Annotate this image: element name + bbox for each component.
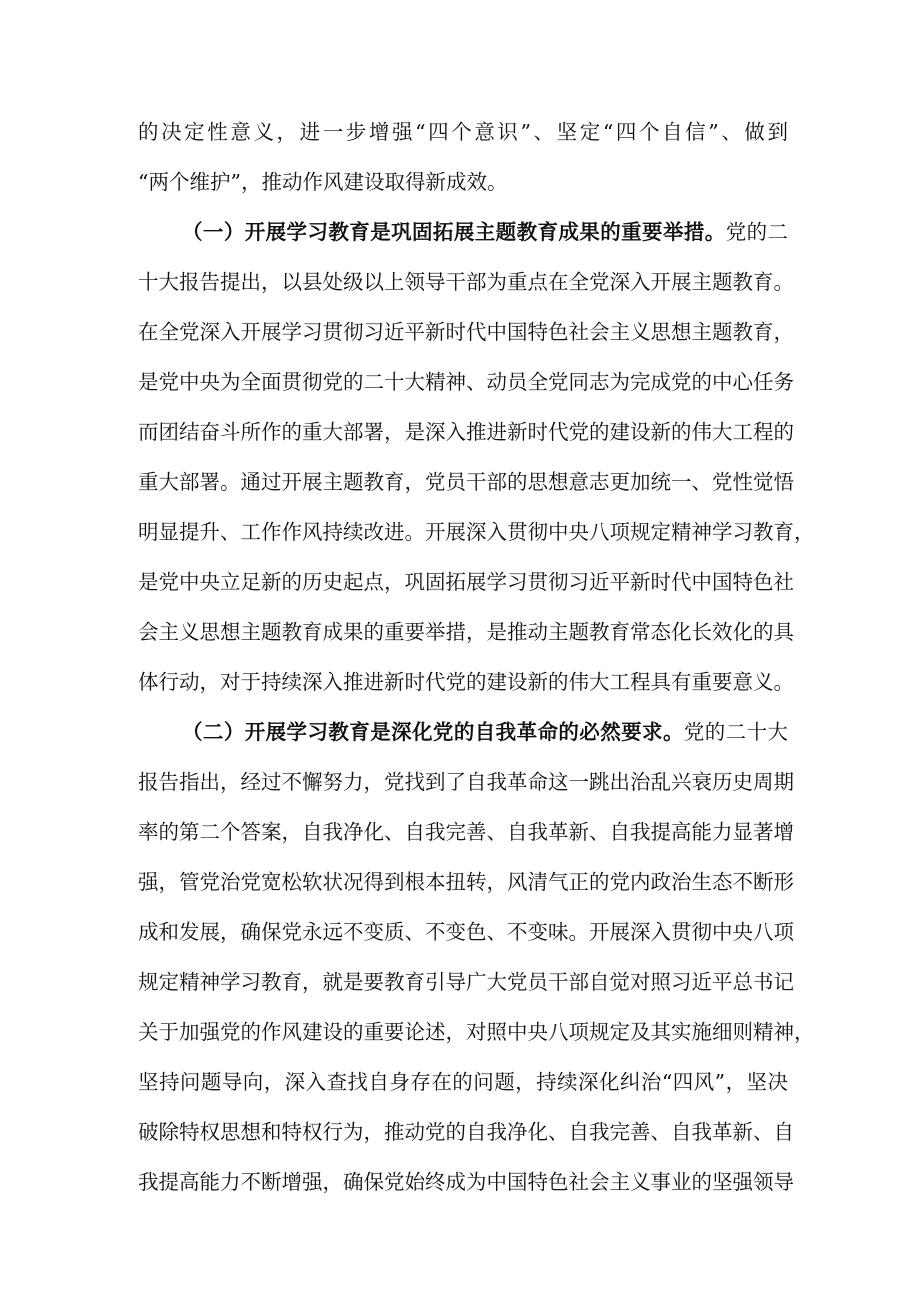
text-run: 党的二十大 — [683, 720, 789, 744]
text-line: 的决定性意义，进一步增强“四个意识”、坚定“四个自信”、做到 — [138, 120, 788, 144]
text-line: 我提高能力不断增强，确保党始终成为中国特色社会主义事业的坚强领导 — [138, 1170, 794, 1194]
text-line: 在全党深入开展学习贯彻习近平新时代中国特色社会主义思想主题教育， — [138, 320, 794, 344]
section-heading-line — [182, 212, 788, 252]
text-line: 是党中央为全面贯彻党的二十大精神、动员全党同志为完成党的中心任务 — [138, 370, 794, 394]
text-line: “两个维护”，推动作风建设取得新成效。 — [138, 170, 508, 194]
section-heading: （二）开展学习教育是深化党的自我革命的必然要求。 — [182, 720, 684, 744]
text-line: 破除特权思想和特权行为，推动党的自我净化、自我完善、自我革新、自 — [138, 1120, 794, 1144]
text-line: 明显提升、工作作风持续改进。开展深入贯彻中央八项规定精神学习教育， — [138, 520, 815, 544]
text-line: 坚持问题导向，深入查找自身存在的问题，持续深化纠治“四风”，坚决 — [138, 1070, 788, 1094]
text-run: 党的二 — [725, 220, 789, 244]
section-heading: （一）开展学习教育是巩固拓展主题教育成果的重要举措。 — [182, 220, 726, 244]
text-line: 成和发展，确保党永远不变质、不变色、不变味。开展深入贯彻中央八项 — [138, 920, 794, 944]
text-line: 而团结奋斗所作的重大部署，是深入推进新时代党的建设新的伟大工程的 — [138, 420, 794, 444]
text-line: 强，管党治党宽松软状况得到根本扭转，风清气正的党内政治生态不断形 — [138, 870, 794, 894]
text-line: 规定精神学习教育，就是要教育引导广大党员干部自觉对照习近平总书记 — [138, 970, 794, 994]
text-line: 十大报告提出，以县处级以上领导干部为重点在全党深入开展主题教育。 — [138, 270, 794, 294]
text-line: 率的第二个答案，自我净化、自我完善、自我革新、自我提高能力显著增 — [138, 820, 794, 844]
text-line: 重大部署。通过开展主题教育，党员干部的思想意志更加统一、党性觉悟 — [138, 470, 794, 494]
text-line: 报告指出，经过不懈努力，党找到了自我革命这一跳出治乱兴衰历史周期 — [138, 770, 794, 794]
text-line: 体行动，对于持续深入推进新时代党的建设新的伟大工程具有重要意义。 — [138, 670, 794, 694]
text-line: 会主义思想主题教育成果的重要举措，是推动主题教育常态化长效化的具 — [138, 620, 794, 644]
section-heading-line — [182, 712, 788, 752]
text-line: 关于加强党的作风建设的重要论述，对照中央八项规定及其实施细则精神， — [138, 1020, 815, 1044]
text-line: 是党中央立足新的历史起点，巩固拓展学习贯彻习近平新时代中国特色社 — [138, 570, 794, 594]
